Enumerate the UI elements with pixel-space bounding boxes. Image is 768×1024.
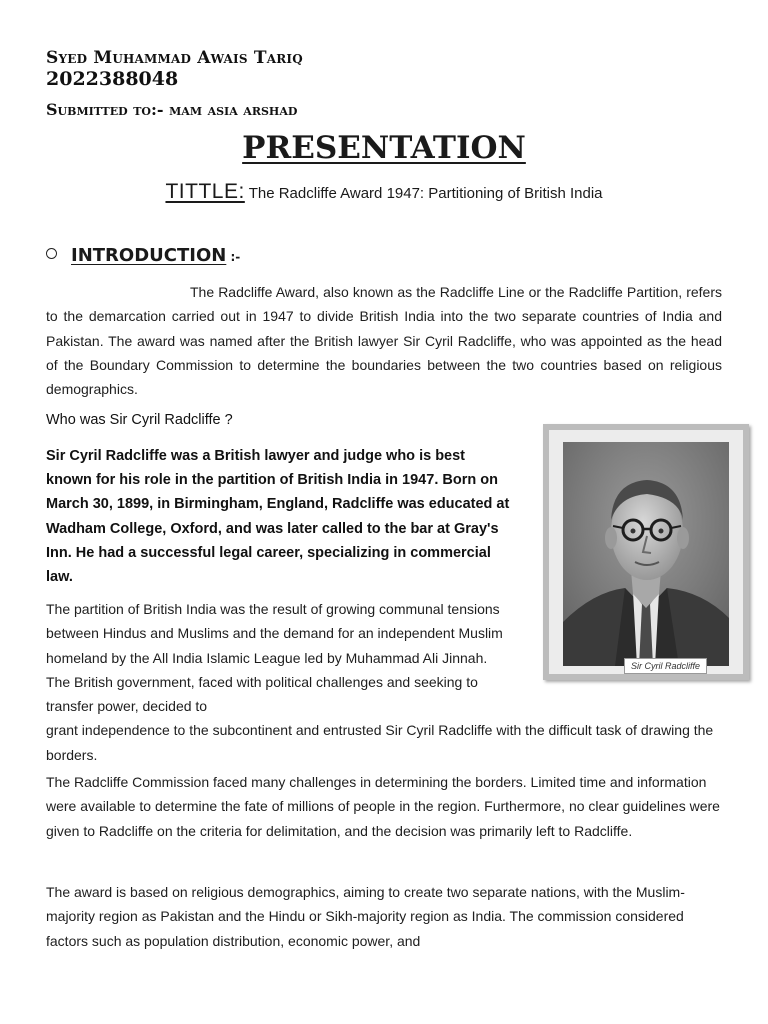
portrait-illustration xyxy=(563,442,729,666)
portrait-frame xyxy=(543,424,749,680)
introduction-heading: INTRODUCTION xyxy=(71,245,227,266)
introduction-paragraph: The Radcliffe Award, also known as the Radcliffe Line or the Radcliffe Partition, refers to the demarcation carried out in 1947 to divide British India into the two separate countries of India and Pakistan. The award was named after the British lawyer Sir Cyril Radcliffe, who was appointed as the head of the Boundary Commission to determine the boundaries between the two countries based on religious demographics. xyxy=(46,284,722,398)
registration-number: 2022388048 xyxy=(46,68,179,90)
partition-paragraph-full-width-text: grant independence to the subcontinent and entrusted Sir Cyril Radcliffe with the difficult task of drawing the borders. xyxy=(46,722,714,763)
portrait-photo xyxy=(563,442,729,666)
introduction-heading-row xyxy=(46,245,240,266)
title-label: TITTLE: xyxy=(165,180,245,203)
who-was-heading: Who was Sir Cyril Radcliffe ? xyxy=(46,412,233,428)
portrait-caption: Sir Cyril Radcliffe xyxy=(624,658,707,674)
commission-paragraph: The Radcliffe Commission faced many challenges in determining the borders. Limited time and information were available to determine the fate of millions of people in the region. Furthermore, no clear guidelines were given to Radcliffe on the criteria for delimitation, and the decision was primarily left to Radcliffe. xyxy=(46,774,720,839)
title-line xyxy=(0,180,768,204)
document-heading: PRESENTATION xyxy=(242,130,526,166)
title-text: The Radcliffe Award 1947: Partitioning of British India xyxy=(244,185,603,202)
biography-paragraph: Sir Cyril Radcliffe was a British lawyer and judge who is best known for his role in the partition of British India in 1947. Born on March 30, 1899, in Birmingham, England, Radcliffe was educated at Wadham College, Oxford, and was later called to the bar at Gray's Inn. He had a successful legal career, specializing in commercial law. xyxy=(46,448,510,586)
partition-paragraph-wrapped-text: The partition of British India was the result of growing communal tensions between Hindus and Muslims and the demand for an independent Muslim homeland by the All India Islamic League led by Muhammad Ali Jinnah. The British government, faced with political challenges and seeking to transfer power, decided to xyxy=(46,601,503,715)
award-paragraph: The award is based on religious demographics, aiming to create two separate nations, with the Muslim-majority region as Pakistan and the Hindu or Sikh-majority region as India. The commission considered factors such as population distribution, economic power, and xyxy=(46,884,685,949)
submitted-to: Submitted to:- mam asia arshad xyxy=(46,100,298,119)
introduction-heading-suffix: :- xyxy=(226,250,241,264)
hollow-bullet-icon xyxy=(46,248,57,259)
portrait-mat xyxy=(549,430,743,674)
author-name: Syed Muhammad Awais Tariq xyxy=(46,48,303,68)
